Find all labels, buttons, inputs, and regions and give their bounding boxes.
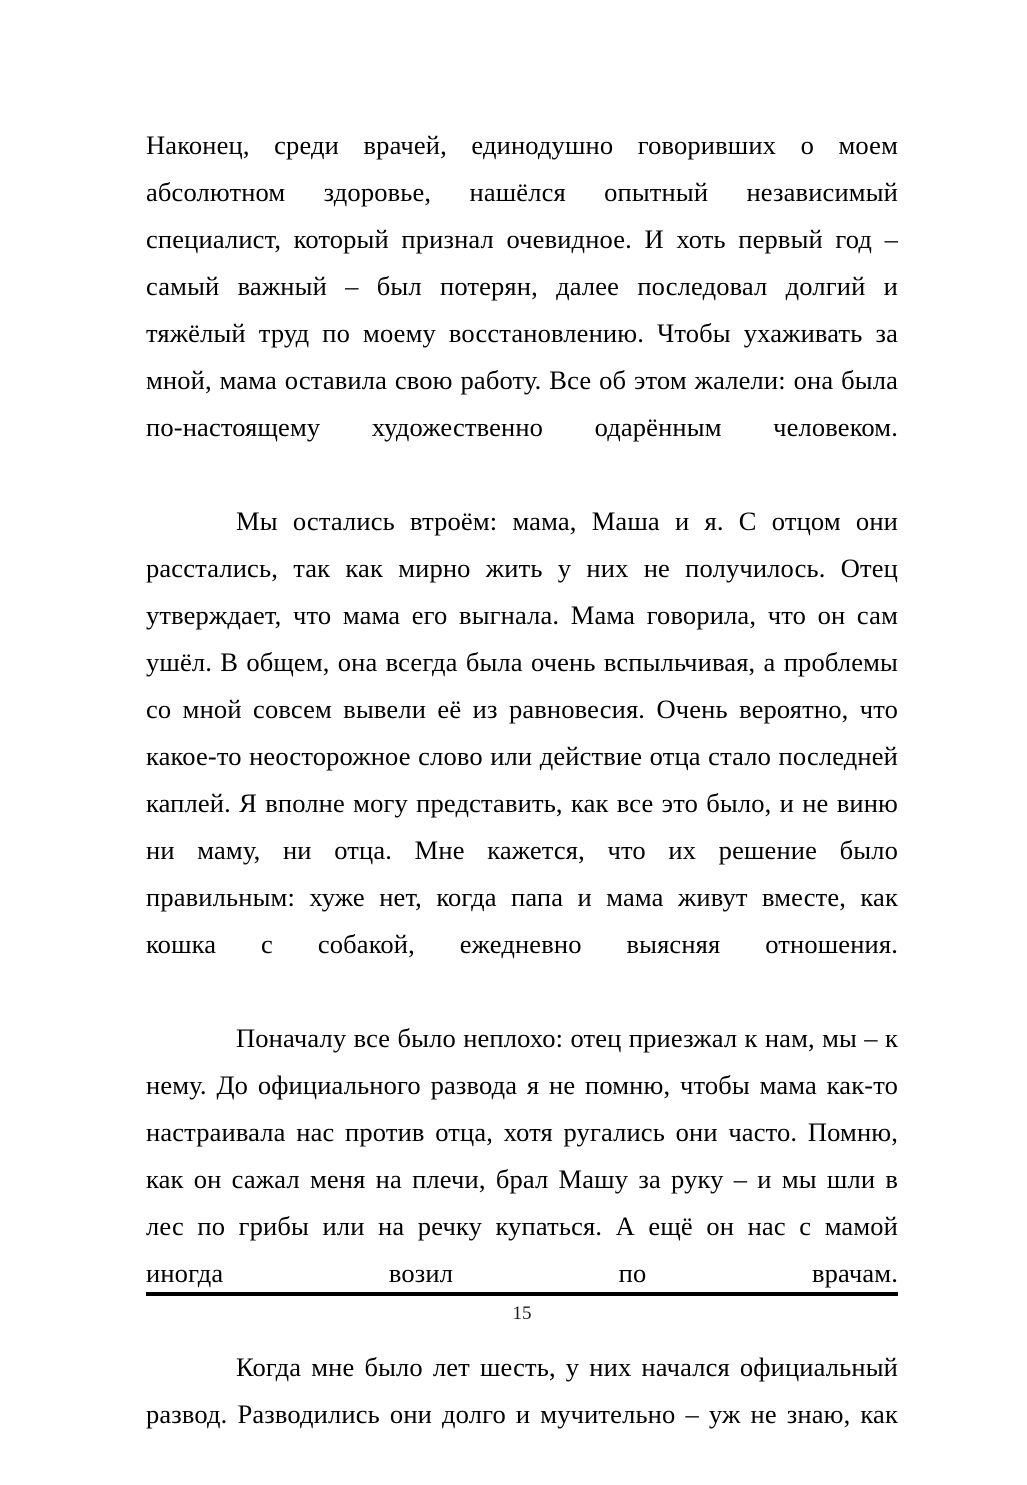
page-footer (146, 1292, 898, 1326)
body-text-column (146, 122, 898, 1485)
paragraph: Поначалу все было неплохо: отец приезжал к нам, мы – к нему. До официального развода я не помню, чтобы мама как-то настраивала нас против отца, хотя ругались они часто. Помню, как он сажал меня на плечи, брал Машу за руку – и мы шли в лес по грибы или на речку купаться. А ещё он нас с мамой иногда возил по врачам. (146, 1023, 898, 1288)
paragraph: Когда мне было лет шесть, у них начался официальный развод. Разводились они долго и мучительно – уж не знаю, как (146, 1352, 898, 1429)
paragraph: Мы остались втроём: мама, Маша и я. С отцом они расстались, так как мирно жить у них не получилось. Отец утверждает, что мама его выгнала. Мама говорила, что он сам ушёл. В общем, она всегда была очень вспыльчивая, а проблемы со мной совсем вывели её из равновесия. Очень вероятно, что какое-то неосторожное слово или действие отца стало последней каплей. Я вполне могу представить, как все это было, и не виню ни маму, ни отца. Мне кажется, что их решение было правильным: хуже нет, когда папа и мама живут вместе, как кошка с собакой, ежедневно выясняя отношения. (146, 506, 898, 959)
page-number: 15 (512, 1303, 532, 1324)
paragraph: Наконец, среди врачей, единодушно говоривших о моем абсолютном здоровье, нашёлся опытный независимый специалист, который признал очевидное. И хоть первый год – самый важный – был потерян, далее последовал долгий и тяжёлый труд по моему восстановлению. Чтобы ухаживать за мной, мама оставила свою работу. Все об этом жалели: она была по-настоящему художественно одарённым человеком. (146, 130, 898, 442)
